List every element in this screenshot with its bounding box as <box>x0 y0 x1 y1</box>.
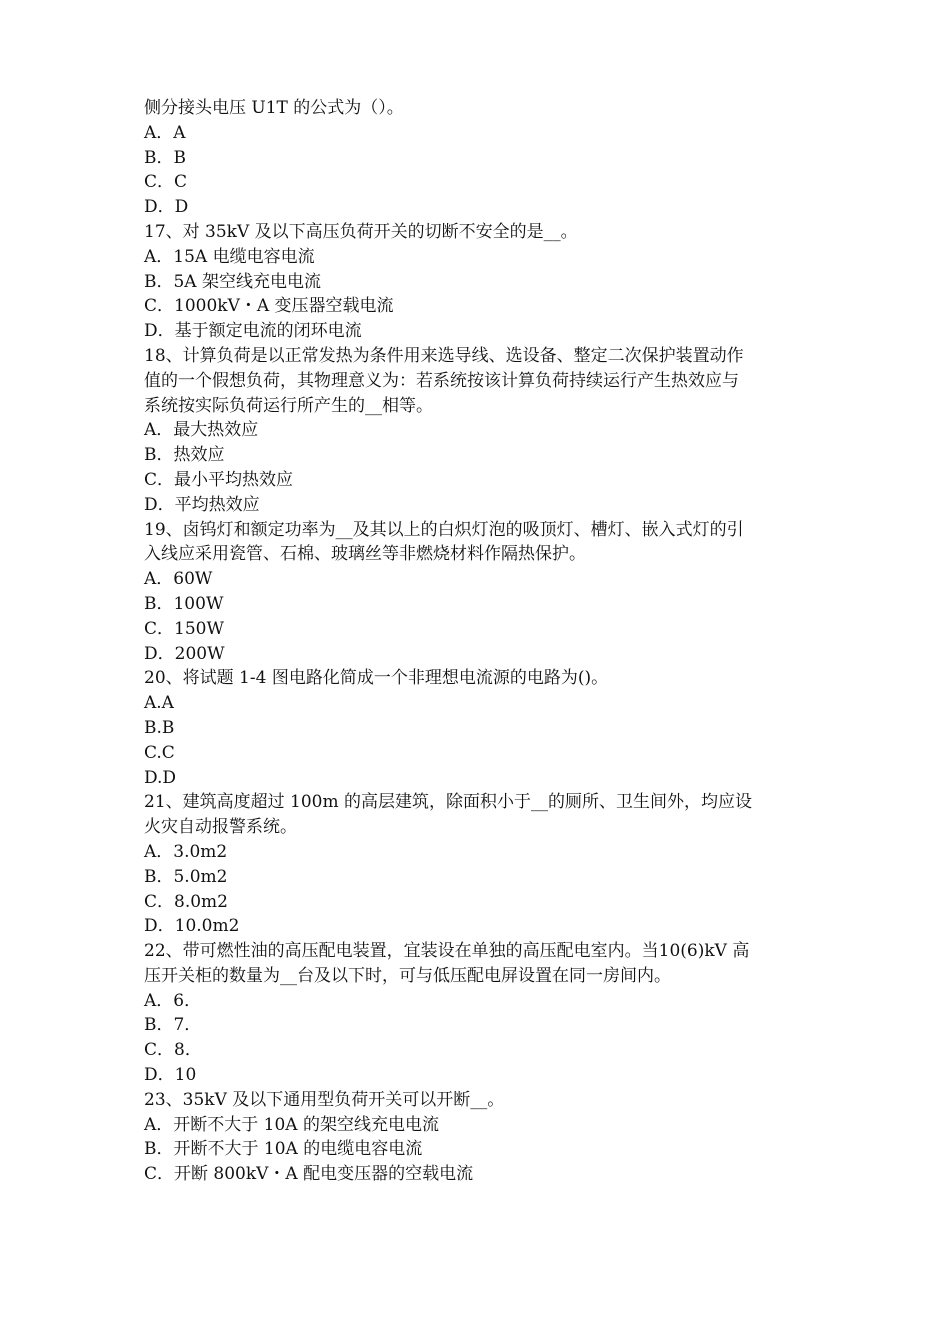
text-line: B．B <box>144 147 186 168</box>
text-line: 火灾自动报警系统。 <box>144 817 297 838</box>
text-line: A．15A 电缆电容电流 <box>144 246 315 267</box>
question-22: 22、带可燃性油的高压配电装置，宜装设在单独的高压配电室内。当10(6)kV 高 <box>144 941 750 962</box>
text-line: D．D <box>144 197 189 218</box>
text-line: C．C <box>144 172 188 193</box>
question-17: 17、对 35kV 及以下高压负荷开关的切断不安全的是__。 <box>144 221 578 242</box>
text-line: D．200W <box>144 643 225 664</box>
text-line: C.C <box>144 742 175 763</box>
text-line: A．6． <box>144 990 202 1011</box>
text-line: 系统按实际负荷运行所产生的__相等。 <box>144 395 433 416</box>
text-line: B．热效应 <box>144 445 225 466</box>
text-line: A．3.0m2 <box>144 841 228 862</box>
text-line: 侧分接头电压 U1T 的公式为（）。 <box>144 98 404 118</box>
text-line: B．5.0m2 <box>144 866 228 887</box>
question-19: 19、卤钨灯和额定功率为__及其以上的白炽灯泡的吸顶灯、槽灯、嵌入式灯的引 <box>144 519 744 540</box>
text-line: C．开断 800kV・A 配电变压器的空载电流 <box>144 1164 474 1185</box>
text-line: B．5A 架空线充电电流 <box>144 271 321 292</box>
text-line: A．最大热效应 <box>144 420 259 441</box>
text-line: 压开关柜的数量为__台及以下时，可与低压配电屏设置在同一房间内。 <box>144 965 671 986</box>
text-line: B．开断不大于 10A 的电缆电容电流 <box>144 1139 423 1160</box>
question-23: 23、35kV 及以下通用型负荷开关可以开断__。 <box>144 1089 505 1110</box>
text-line: D．平均热效应 <box>144 494 260 515</box>
text-line: A.A <box>144 693 174 714</box>
text-line: A．60W <box>144 569 213 590</box>
text-line: B．100W <box>144 593 224 614</box>
document-body <box>144 96 816 1187</box>
question-21: 21、建筑高度超过 100m 的高层建筑，除面积小于__的厕所、卫生间外，均应设 <box>144 792 753 813</box>
text-line: C．150W <box>144 618 224 639</box>
text-line: D.D <box>144 767 177 788</box>
text-line: C．8． <box>144 1040 202 1061</box>
text-line: B．7． <box>144 1015 202 1036</box>
text-line: C．1000kV・A 变压器空载电流 <box>144 296 394 317</box>
question-18: 18、计算负荷是以正常发热为条件用来选导线、选设备、整定二次保护装置动作 <box>144 345 744 366</box>
text-line: A．A <box>144 122 186 143</box>
question-20: 20、将试题 1-4 图电路化简成一个非理想电流源的电路为()。 <box>144 668 609 689</box>
text-line: D．10 <box>144 1065 197 1086</box>
text-line: 值的一个假想负荷，其物理意义为：若系统按该计算负荷持续运行产生热效应与 <box>144 370 739 391</box>
text-line: C．8.0m2 <box>144 891 228 912</box>
text-line: 入线应采用瓷管、石棉、玻璃丝等非燃烧材料作隔热保护。 <box>144 544 586 565</box>
text-line: B.B <box>144 717 175 738</box>
text-line: C．最小平均热效应 <box>144 469 294 490</box>
text-line: D．基于额定电流的闭环电流 <box>144 321 362 342</box>
text-line: A．开断不大于 10A 的架空线充电电流 <box>144 1114 439 1135</box>
text-line: D．10.0m2 <box>144 916 240 937</box>
